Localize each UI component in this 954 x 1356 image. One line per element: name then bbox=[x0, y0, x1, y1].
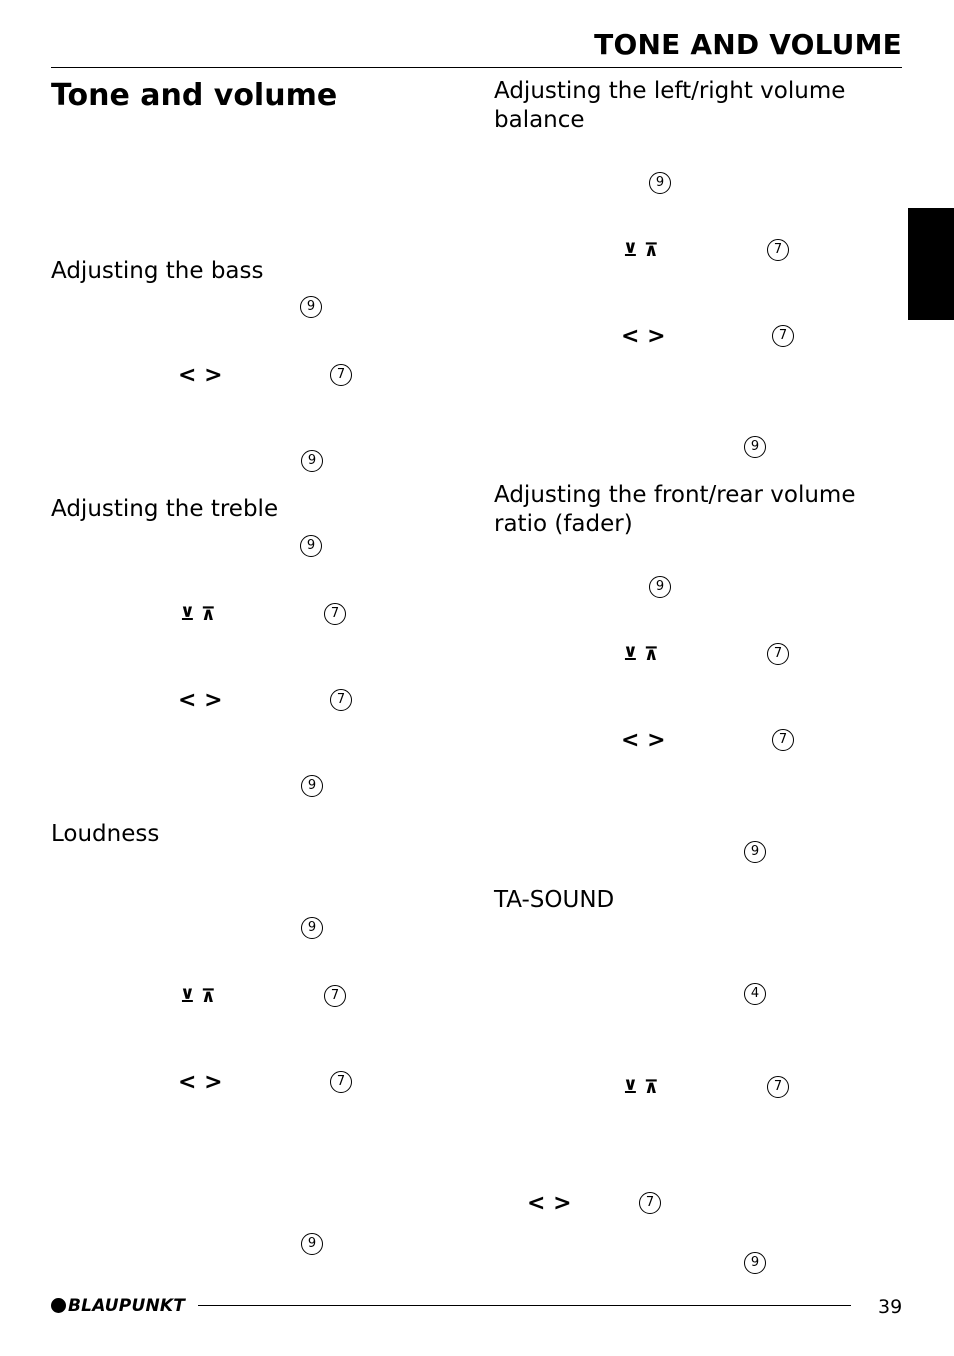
button-9-ref: 9 bbox=[744, 841, 766, 863]
left-right-arrows: < > bbox=[178, 1070, 223, 1095]
button-9-ref: 9 bbox=[744, 436, 766, 458]
heading-ta-sound: TA-SOUND bbox=[494, 887, 615, 913]
brand-logo bbox=[51, 1296, 185, 1316]
footer-rule bbox=[198, 1305, 851, 1306]
page-number: 39 bbox=[878, 1296, 903, 1318]
header-rule bbox=[51, 67, 902, 68]
button-9-ref: 9 bbox=[744, 1252, 766, 1274]
button-9-ref: 9 bbox=[649, 172, 671, 194]
button-7-ref: 7 bbox=[767, 643, 789, 665]
button-9-ref: 9 bbox=[649, 576, 671, 598]
left-right-arrows: < > bbox=[621, 324, 666, 349]
logo-dot-icon bbox=[51, 1298, 66, 1313]
page-title: Tone and volume bbox=[51, 78, 338, 113]
button-7-ref: 7 bbox=[324, 985, 346, 1007]
header-title: TONE AND VOLUME bbox=[594, 28, 902, 61]
heading-bass: Adjusting the bass bbox=[51, 258, 264, 284]
button-9-ref: 9 bbox=[301, 450, 323, 472]
button-9-ref: 9 bbox=[300, 296, 322, 318]
left-right-arrows: < > bbox=[178, 363, 223, 388]
brand-name: BLAUPUNKT bbox=[68, 1296, 186, 1316]
button-7-ref: 7 bbox=[772, 729, 794, 751]
heading-treble: Adjusting the treble bbox=[51, 496, 279, 522]
down-up-arrows: ⊻ ⊼ bbox=[180, 986, 216, 1007]
left-right-arrows: < > bbox=[178, 688, 223, 713]
button-7-ref: 7 bbox=[330, 364, 352, 386]
button-9-ref: 9 bbox=[300, 535, 322, 557]
left-right-arrows: < > bbox=[527, 1191, 572, 1216]
button-7-ref: 7 bbox=[767, 239, 789, 261]
button-7-ref: 7 bbox=[772, 325, 794, 347]
down-up-arrows: ⊻ ⊼ bbox=[623, 644, 659, 665]
button-9-ref: 9 bbox=[301, 1233, 323, 1255]
button-7-ref: 7 bbox=[324, 603, 346, 625]
heading-balance: Adjusting the left/right volume balance bbox=[494, 78, 846, 133]
button-9-ref: 9 bbox=[301, 775, 323, 797]
button-7-ref: 7 bbox=[330, 689, 352, 711]
button-7-ref: 7 bbox=[639, 1192, 661, 1214]
down-up-arrows: ⊻ ⊼ bbox=[623, 1077, 659, 1098]
down-up-arrows: ⊻ ⊼ bbox=[180, 604, 216, 625]
down-up-arrows: ⊻ ⊼ bbox=[623, 240, 659, 261]
button-9-ref: 9 bbox=[301, 917, 323, 939]
side-tab-marker bbox=[908, 208, 954, 320]
button-7-ref: 7 bbox=[767, 1076, 789, 1098]
heading-fader: Adjusting the front/rear volume ratio (fader) bbox=[494, 482, 856, 537]
button-4-ref: 4 bbox=[744, 983, 766, 1005]
button-7-ref: 7 bbox=[330, 1071, 352, 1093]
left-right-arrows: < > bbox=[621, 728, 666, 753]
heading-loudness: Loudness bbox=[51, 821, 160, 847]
